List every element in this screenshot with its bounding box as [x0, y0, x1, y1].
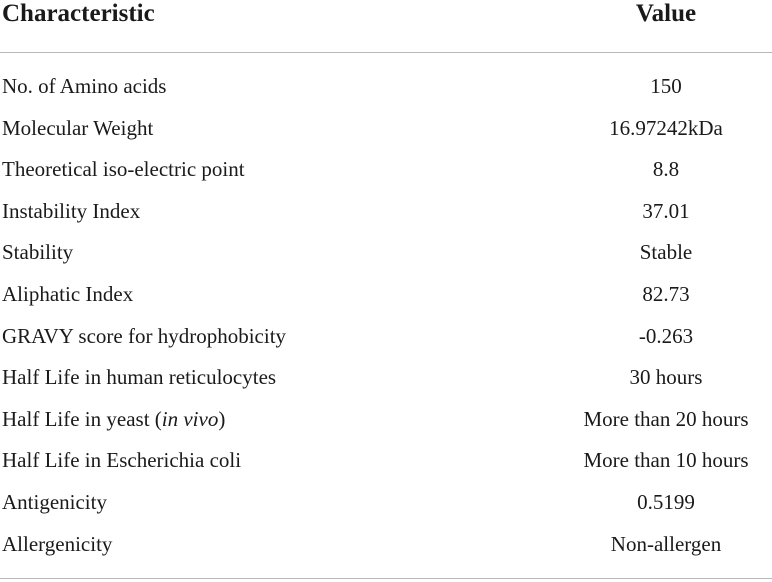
characteristic-cell: GRAVY score for hydrophobicity — [2, 323, 287, 348]
value-cell: 30 hours — [629, 365, 703, 390]
value-cell: More than 20 hours — [583, 406, 749, 431]
table-row — [0, 274, 772, 316]
value-cell: -0.263 — [638, 323, 694, 348]
table-body — [0, 66, 772, 565]
characteristic-cell: Half Life in human reticulocytes — [2, 365, 277, 390]
value-cell: More than 10 hours — [583, 448, 749, 473]
characteristic-cell: Antigenicity — [2, 489, 107, 514]
characteristic-cell: Allergenicity — [2, 531, 113, 556]
value-cell: 16.97242kDa — [609, 115, 723, 140]
table-row — [0, 66, 772, 108]
table-row — [0, 149, 772, 191]
header-characteristic: Characteristic — [2, 0, 155, 27]
value-cell: Non-allergen — [610, 531, 722, 556]
table-row — [0, 191, 772, 233]
table-header-row — [0, 0, 772, 53]
value-cell: 8.8 — [652, 157, 680, 182]
characteristic-cell: Aliphatic Index — [2, 281, 134, 306]
characteristic-cell — [2, 399, 225, 441]
table-row — [0, 399, 772, 441]
value-cell: 37.01 — [642, 198, 690, 223]
table-row — [0, 108, 772, 150]
characteristic-cell: Instability Index — [2, 198, 141, 223]
characteristic-italic: in vivo — [161, 406, 219, 431]
table-row — [0, 316, 772, 358]
characteristic-cell: No. of Amino acids — [2, 74, 167, 98]
value-cell: Stable — [639, 240, 693, 265]
characteristic-suffix: ) — [218, 406, 226, 431]
table-row — [0, 357, 772, 399]
characteristic-cell: Molecular Weight — [2, 115, 154, 140]
table-row — [0, 482, 772, 524]
characteristic-cell: Theoretical iso-electric point — [2, 157, 245, 182]
characteristic-prefix: Half Life in yeast ( — [2, 406, 162, 431]
table-row — [0, 232, 772, 274]
characteristic-cell: Half Life in Escherichia coli — [2, 448, 242, 473]
characteristic-cell: Stability — [2, 240, 74, 265]
header-value: Value — [635, 0, 697, 27]
value-cell: 82.73 — [642, 281, 690, 306]
table-row — [0, 440, 772, 482]
table-bottom-rule — [0, 578, 772, 579]
table-row — [0, 524, 772, 566]
value-cell: 150 — [650, 74, 682, 98]
value-cell: 0.5199 — [637, 489, 695, 514]
